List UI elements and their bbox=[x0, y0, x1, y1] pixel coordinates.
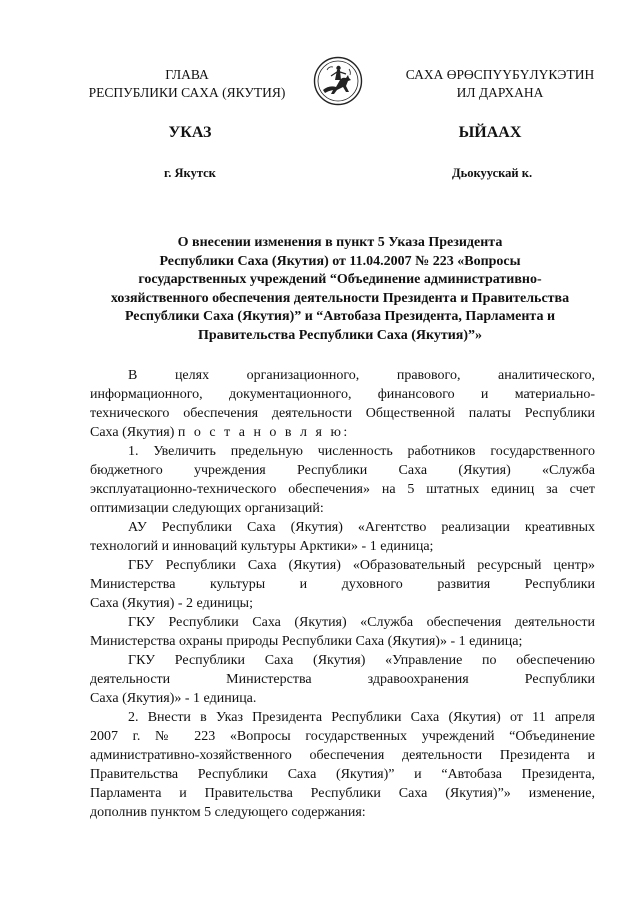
body-line: технического обеспечения деятельности Общественной палаты Республики bbox=[90, 406, 595, 421]
body-line: 1. Увеличить предельную численность работников государственного bbox=[128, 444, 595, 459]
heading-line: государственных учреждений “Объединение административно- bbox=[138, 272, 542, 288]
body-line: оптимизации следующих организаций: bbox=[90, 501, 324, 516]
body-line bbox=[90, 423, 595, 442]
issuer-right bbox=[380, 66, 620, 102]
body-line: Министерства охраны природы Республики Саха (Якутия)» - 1 единица; bbox=[90, 634, 523, 649]
coat-of-arms-emblem bbox=[313, 56, 363, 106]
body-line: ГКУ Республики Саха (Якутия) «Служба обеспечения деятельности bbox=[128, 615, 595, 630]
body-line: технологий и инноваций культуры Арктики» - 1 единица; bbox=[90, 539, 434, 554]
body-line: бюджетного учреждения Республики Саха (Якутия) «Служба bbox=[90, 463, 595, 478]
body-line: административно-хозяйственного обеспечения деятельности Президента и bbox=[90, 748, 595, 763]
city-left: г. Якутск bbox=[164, 166, 216, 180]
body-line: 2. Внести в Указ Президента Республики Саха (Якутия) от 11 апреля bbox=[128, 710, 595, 725]
heading-line: хозяйственного обеспечения деятельности Президента и Правительства bbox=[110, 290, 570, 306]
city-right: Дьокуускай к. bbox=[452, 166, 533, 180]
body-line: Правительства Республики Саха (Якутия)” и “Автобаза Президента, bbox=[90, 767, 595, 782]
body-line: дополнив пунктом 5 следующего содержания: bbox=[90, 805, 366, 820]
heading-line: Республики Саха (Якутия)” и “Автобаза Президента, Парламента и bbox=[124, 309, 556, 325]
body-line: Министерства культуры и духовного развития Республики bbox=[90, 577, 595, 592]
body-line: деятельности Министерства здравоохранения Республики bbox=[90, 672, 595, 687]
issuer-right-line-1: САХА ӨРӨСПҮҮБҮЛҮКЭТИН bbox=[405, 67, 595, 82]
body-line-part: Саха (Якутия) bbox=[90, 425, 175, 440]
issuer-right-line-2: ИЛ ДАРХАНА bbox=[456, 85, 544, 100]
issuer-left bbox=[82, 66, 292, 102]
body-line: информационного, документационного, финансового и материально- bbox=[90, 387, 595, 402]
decree-heading bbox=[85, 234, 595, 346]
issuer-left-line-1: ГЛАВА bbox=[165, 67, 209, 82]
body-line: АУ Республики Саха (Якутия) «Агентство реализации креативных bbox=[128, 520, 595, 535]
heading-line: О внесении изменения в пункт 5 Указа Президента bbox=[177, 235, 503, 250]
heading-line: Республики Саха (Якутия) от 11.04.2007 № 223 «Вопросы bbox=[159, 253, 521, 269]
body-line: ГБУ Республики Саха (Якутия) «Образовательный ресурсный центр» bbox=[128, 558, 595, 573]
body-line: Саха (Якутия) - 2 единицы; bbox=[90, 596, 253, 611]
decree-body bbox=[90, 366, 595, 822]
document-type-left: УКАЗ bbox=[168, 124, 212, 141]
body-line: Парламента и Правительства Республики Саха (Якутия)”» изменение, bbox=[90, 786, 595, 801]
decree-formula: п о с т а н о в л я ю: bbox=[177, 425, 350, 440]
document-type-right: ЫЙААХ bbox=[458, 124, 522, 141]
body-line: В целях организационного, правового, аналитического, bbox=[128, 368, 595, 383]
heading-line: Правительства Республики Саха (Якутия)”» bbox=[197, 327, 483, 343]
body-line: ГКУ Республики Саха (Якутия) «Управление по обеспечению bbox=[128, 653, 595, 668]
body-line: 2007 г. № 223 «Вопросы государственных учреждений “Объединение bbox=[90, 729, 595, 744]
body-line: эксплуатационно-технического обеспечения» на 5 штатных единиц за счет bbox=[90, 482, 595, 497]
issuer-left-line-2: РЕСПУБЛИКИ САХА (ЯКУТИЯ) bbox=[88, 85, 286, 100]
body-line: Саха (Якутия)» - 1 единица. bbox=[90, 691, 257, 706]
